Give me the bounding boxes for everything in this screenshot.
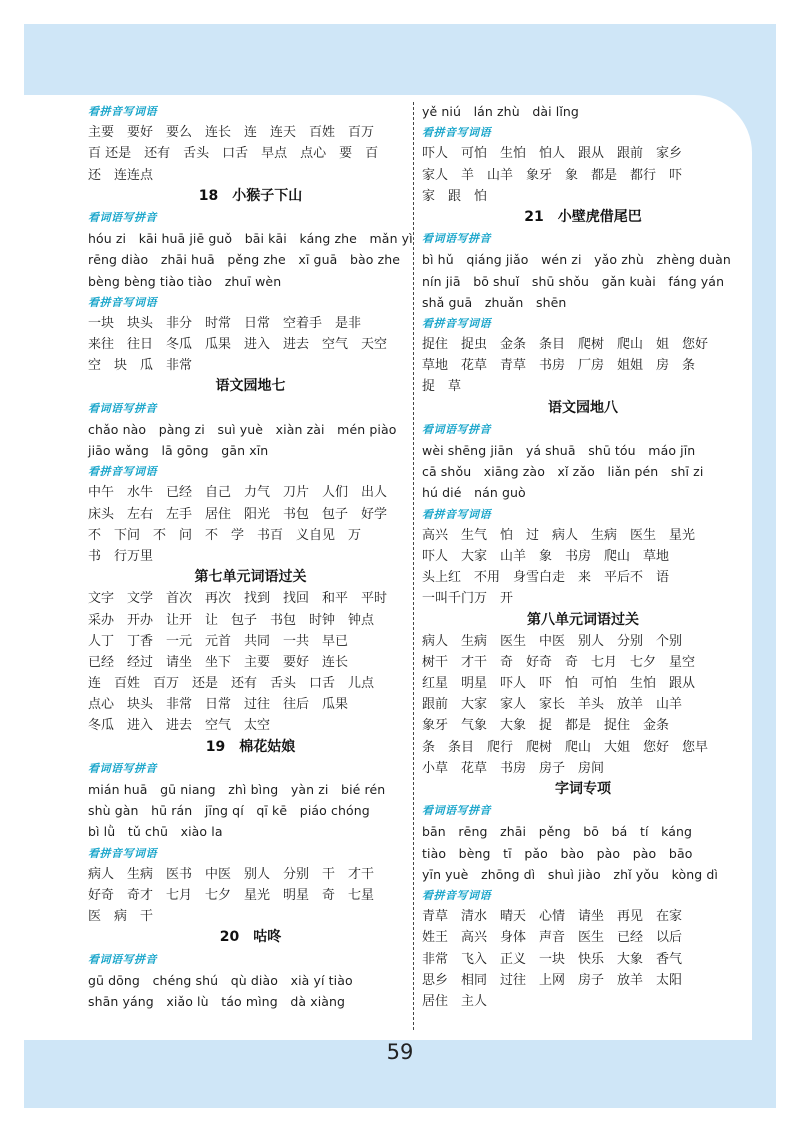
exercise-label: 看拼音写词语 [88,846,157,860]
answer-line: 思乡 相同 过往 上网 房子 放羊 太阳 [422,972,683,988]
exercise-label: 看拼音写词语 [88,105,157,118]
exercise-label: 看词语写拼音 [88,761,157,775]
answer-line: 采办 开办 让开 让 包子 书包 时钟 钟点 [88,612,375,628]
pinyin-line: bì hǔ qiáng jiǎo wén zi yǎo zhù zhèng duàn [422,252,731,268]
answer-line: 姓王 高兴 身体 声音 医生 已经 以后 [422,930,683,946]
section-title: 语文园地七 [215,378,286,395]
exercise-label: 看拼音写词语 [422,126,491,140]
answer-line: 床头 左右 左手 居住 阳光 书包 包子 好学 [88,506,388,522]
answer-line: 不 下问 不 问 不 学 书百 义自见 万 [88,527,362,543]
answer-line: 人丁 丁香 一元 元首 共同 一共 早已 [88,633,349,649]
answer-line: 还 连连点 [88,167,154,183]
pinyin-line: hóu zi kāi huā jiē guǒ bāi kāi káng zhe mǎn yì [88,231,413,247]
pinyin-line: nín jiā bō shuǐ shū shǒu gǎn kuài fáng yán [422,273,725,289]
answer-line: 医 病 干 [88,909,154,925]
pinyin-line: chǎo nào pàng zi suì yuè xiàn zài mén piào [88,421,397,437]
answer-line: 树干 才干 奇 好奇 奇 七月 七夕 星空 [422,654,696,670]
answer-line: 条 条目 爬行 爬树 爬山 大姐 您好 您早 [422,739,709,755]
answer-line: 文字 文学 首次 再次 找到 找回 和平 平时 [88,591,388,607]
exercise-label: 看词语写拼音 [422,422,491,436]
column-divider [413,102,414,1030]
answer-line: 捉住 捉虫 金条 条目 爬树 爬山 姐 您好 [422,337,709,353]
answer-line: 吓人 大家 山羊 象 书房 爬山 草地 [422,548,670,564]
answer-line: 冬瓜 进入 进去 空气 太空 [88,718,271,734]
answer-line: 居住 主人 [422,993,488,1009]
answer-line: 捉 草 [422,379,462,395]
pinyin-line: mián huā gū niang zhì bìng yàn zi bié rén [88,782,386,797]
answer-line: 非常 飞入 正义 一块 快乐 大象 香气 [422,951,683,967]
answer-line: 小草 花草 书房 房子 房间 [422,760,605,776]
exercise-label: 看词语写拼音 [422,232,491,246]
answer-line: 一块 块头 非分 时常 日常 空着手 是非 [88,315,362,331]
exercise-label: 看拼音写词语 [422,316,491,330]
section-title: 18 小猴子下山 [198,187,303,204]
pinyin-line: tiào bèng tī pǎo bào pào pào bāo [422,845,693,861]
pinyin-line: hú dié nán guò [422,485,526,501]
pinyin-line: wèi shēng jiān yá shuā shū tóu máo jīn [422,443,696,458]
exercise-label: 看词语写拼音 [88,401,157,415]
answer-line: 书 行万里 [88,548,154,564]
pinyin-line: rēng diào zhāi huā pěng zhe xī guā bào zhe [88,252,401,268]
pinyin-line: bèng bèng tiào tiào zhuī wèn [88,273,282,289]
answer-line: 已经 经过 请坐 坐下 主要 要好 连长 [88,654,349,670]
section-title: 19 棉花姑娘 [205,738,296,755]
answer-line: 点心 块头 非常 日常 过往 往后 瓜果 [88,697,349,713]
answer-line: 中午 水牛 已经 自己 力气 刀片 人们 出人 [88,485,388,501]
pinyin-line: bān rēng zhāi pěng bō bá tí káng [422,824,693,840]
answer-line: 来往 往日 冬瓜 瓜果 进入 进去 空气 天空 [88,337,388,353]
answer-line: 象牙 气象 大象 捉 都是 捉住 金条 [422,718,670,734]
answer-line: 好奇 奇才 七月 七夕 星光 明星 奇 七星 [88,887,375,903]
pinyin-line: yīn yuè zhōng dì shuì jiào zhǐ yǒu kòng dì [422,866,718,882]
pinyin-line: shān yáng xiǎo lù táo mìng dà xiàng [88,993,346,1009]
exercise-label: 看拼音写词语 [88,465,157,479]
answer-line: 百 还是 还有 舌头 口舌 早点 点心 要 百 [88,146,379,162]
answer-line: 连 百姓 百万 还是 还有 舌头 口舌 儿点 [88,676,375,692]
pinyin-line: shù gàn hū rán jīng qí qī kē piáo chóng [88,803,370,819]
pinyin-line: gū dōng chéng shú qù diào xià yí tiào [88,972,353,988]
answer-line: 病人 生病 医书 中医 别人 分别 干 才干 [88,866,375,882]
answer-line: 家人 羊 山羊 象牙 象 都是 都行 吓 [422,167,683,183]
exercise-label: 看词语写拼音 [422,804,491,818]
pinyin-line: shǎ guā zhuǎn shēn [422,294,567,310]
page-number: 59 [386,1040,414,1064]
answer-line: 病人 生病 医生 中医 别人 分别 个别 [422,633,683,649]
answer-line: 空 块 瓜 非常 [88,358,193,374]
answer-line: 家 跟 怕 [422,188,488,204]
pinyin-line: cā shǒu xiāng zào xǐ zǎo liǎn pén shī zi [422,464,704,480]
right-column [422,101,744,1012]
pinyin-line: jiāo wǎng lā gōng gān xīn [88,443,269,458]
exercise-label: 看拼音写词语 [422,888,491,902]
answer-line: 青草 清水 晴天 心情 请坐 再见 在家 [422,909,683,925]
exercise-label: 看词语写拼音 [88,210,157,224]
pinyin-line: bì lǜ tǔ chū xiào la [88,824,223,840]
answer-line: 草地 花草 青草 书房 厂房 姐姐 房 条 [422,358,696,374]
answer-line: 主要 要好 要么 连长 连 连天 百姓 百万 [88,125,375,141]
exercise-label: 看词语写拼音 [88,952,157,966]
section-title: 语文园地八 [548,399,618,416]
section-title: 第七单元词语过关 [194,569,307,586]
pinyin-line: yě niú lán zhù dài lǐng [422,104,579,119]
answer-line: 高兴 生气 怕 过 病人 生病 医生 星光 [422,527,696,543]
left-column [88,101,413,1012]
answer-line: 一叫千门万 开 [422,591,514,607]
answer-line: 头上红 不用 身雪白走 来 平后不 语 [422,570,670,586]
section-title: 21 小壁虎借尾巴 [524,208,642,225]
answer-line: 红星 明星 吓人 吓 怕 可怕 生怕 跟从 [422,676,696,692]
answer-line: 吓人 可怕 生怕 怕人 跟从 跟前 家乡 [422,146,683,162]
section-title: 20 咕咚 [219,929,282,946]
section-title: 字词专项 [555,781,611,797]
section-title: 第八单元词语过关 [527,611,639,628]
exercise-label: 看拼音写词语 [422,507,491,521]
answer-line: 跟前 大家 家人 家长 羊头 放羊 山羊 [422,697,683,713]
exercise-label: 看拼音写词语 [88,295,157,309]
